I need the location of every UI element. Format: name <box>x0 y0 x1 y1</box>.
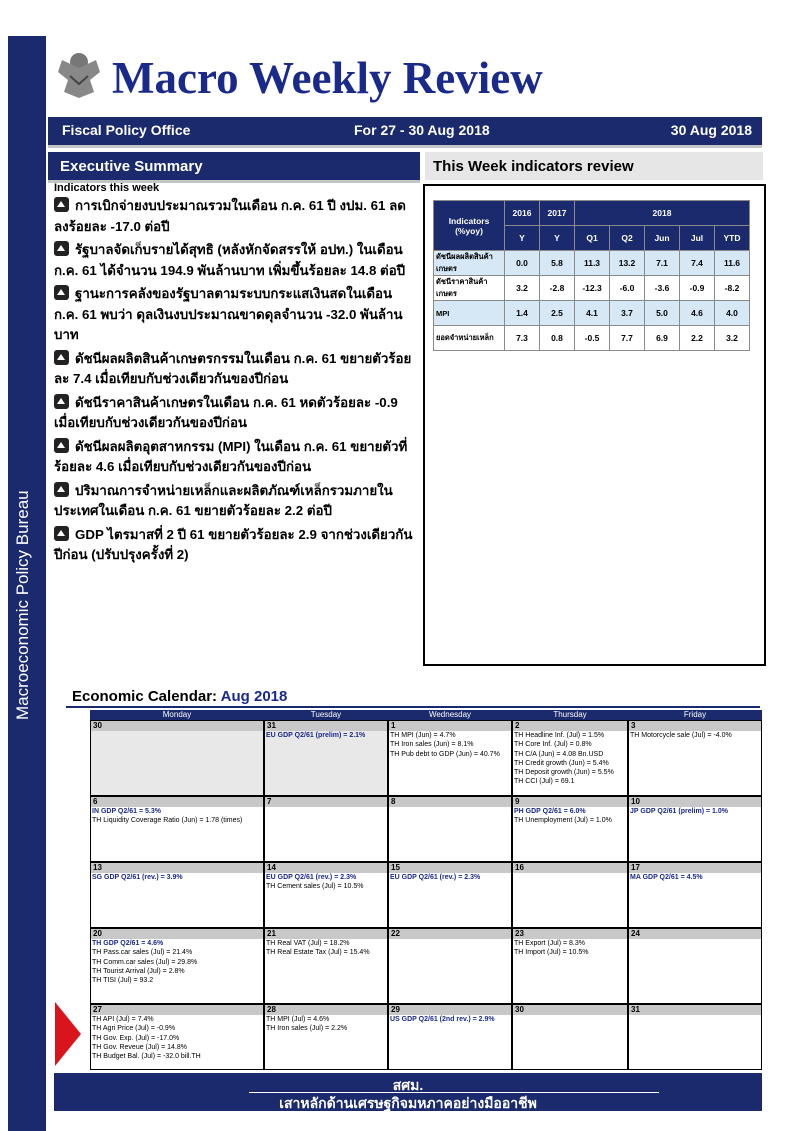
calendar-event: TH Liquidity Coverage Ratio (Jun) = 1.78 (times) <box>92 817 243 825</box>
week-review-header: This Week indicators review <box>425 152 763 180</box>
calendar-day-number: 22 <box>389 929 511 939</box>
table-row <box>434 301 750 326</box>
table-subheader: Jun <box>645 226 680 251</box>
table-cell: 4.6 <box>680 301 715 326</box>
calendar-event: TH Iron sales (Jun) = 8.1% <box>390 741 474 749</box>
up-arrow-icon <box>54 438 69 453</box>
calendar-cell <box>388 862 512 928</box>
calendar-cell <box>388 796 512 862</box>
executive-summary-header: Executive Summary <box>48 152 420 183</box>
calendar-day-number: 23 <box>513 929 627 939</box>
indicator-item: ปริมาณการจำหน่ายเหล็กและผลิตภัณฑ์เหล็กรวมภายในประเทศในเดือน ก.ค. 61 ขยายตัวร้อยละ 2.2 ต่อปี <box>54 482 393 518</box>
table-cell: 2.2 <box>680 326 715 351</box>
calendar-day-number: 10 <box>629 797 761 807</box>
table-cell: -0.5 <box>575 326 610 351</box>
calendar-event: MA GDP Q2/61 = 4.5% <box>630 874 703 881</box>
calendar-day-number: 13 <box>91 863 263 873</box>
indicator-item: การเบิกจ่ายงบประมาณรวมในเดือน ก.ค. 61 ปี งปม. 61 ลดลงร้อยละ -17.0 ต่อปี <box>54 198 406 234</box>
header-bar <box>48 117 762 148</box>
calendar-event: TH Gov. Reveue (Jul) = 14.8% <box>92 1043 187 1051</box>
calendar-event: TH TISI (Jul) = 93.2 <box>92 977 154 985</box>
indicators-list <box>54 182 416 569</box>
page-title: Macro Weekly Review <box>112 53 543 103</box>
calendar-event: TH C/A (Jun) = 4.08 Bn.USD <box>514 750 604 758</box>
table-cell: 4.0 <box>715 301 750 326</box>
calendar-day-header: Tuesday <box>264 710 388 720</box>
calendar-event: TH Export (Jul) = 8.3% <box>514 940 585 947</box>
calendar-day-number: 30 <box>91 721 263 731</box>
calendar-cell <box>264 796 388 862</box>
table-cell: 5.8 <box>540 251 575 276</box>
calendar-cell <box>90 1004 264 1070</box>
calendar-day-number: 31 <box>265 721 387 731</box>
up-arrow-icon <box>54 394 69 409</box>
calendar-event: TH Credit growth (Jun) = 5.4% <box>514 759 609 767</box>
table-subheader: Y <box>540 226 575 251</box>
calendar-event: TH Real VAT (Jul) = 18.2% <box>266 940 350 947</box>
calendar-cell <box>264 862 388 928</box>
table-cell: 7.4 <box>680 251 715 276</box>
table-row <box>434 276 750 301</box>
table-cell: 11.3 <box>575 251 610 276</box>
calendar-event: TH Iron sales (Jul) = 2.2% <box>266 1025 348 1033</box>
calendar-event: TH Core Inf. (Jul) = 0.8% <box>514 741 592 749</box>
up-arrow-icon <box>54 482 69 497</box>
calendar-event: SG GDP Q2/61 (rev.) = 3.9% <box>92 874 183 881</box>
calendar-event: US GDP Q2/61 (2nd rev.) = 2.9% <box>390 1016 495 1023</box>
calendar-day-number: 2 <box>513 721 627 731</box>
table-cell: -8.2 <box>715 276 750 301</box>
calendar-day-number: 27 <box>91 1005 263 1015</box>
table-cell: 2.5 <box>540 301 575 326</box>
row-label: ดัชนีผลผลิตสินค้าเกษตร <box>434 251 505 276</box>
calendar-cell <box>90 928 264 1004</box>
table-cell: 7.3 <box>505 326 540 351</box>
calendar-day-number: 6 <box>91 797 263 807</box>
calendar-day-number: 7 <box>265 797 387 807</box>
calendar-cell <box>512 1004 628 1070</box>
up-arrow-icon <box>54 350 69 365</box>
garuda-logo-icon <box>56 50 102 100</box>
calendar-day-header: Wednesday <box>388 710 512 720</box>
sidebar-label: Macroeconomic Policy Bureau <box>13 490 32 720</box>
table-cell: 4.1 <box>575 301 610 326</box>
table-cell: 3.2 <box>505 276 540 301</box>
calendar-month: Aug 2018 <box>220 688 288 705</box>
indicator-item: รัฐบาลจัดเก็บรายได้สุทธิ (หลังหักจัดสรรให้ อปท.) ในเดือน ก.ค. 61 ได้จำนวน 194.9 พันล้านบาท เพิ่มขึ้นร้อยละ 14.8 ต่อปี <box>54 242 406 278</box>
table-cell: -0.9 <box>680 276 715 301</box>
calendar-day-number: 3 <box>629 721 761 731</box>
calendar-event: EU GDP Q2/61 (rev.) = 2.3% <box>266 874 357 881</box>
calendar-event: EU GDP Q2/61 (rev.) = 2.3% <box>390 874 481 881</box>
calendar-cell <box>628 862 762 928</box>
indicator-item: ดัชนีราคาสินค้าเกษตรในเดือน ก.ค. 61 หดตัวร้อยละ -0.9 เมื่อเทียบกับช่วงเดียวกันของปีก่อน <box>54 394 398 430</box>
report-date: 30 Aug 2018 <box>670 122 752 138</box>
calendar-day-number: 8 <box>389 797 511 807</box>
calendar-day-header: Monday <box>90 710 264 720</box>
row-label: ยอดจำหน่ายเหล็ก <box>434 326 505 351</box>
up-arrow-icon <box>54 285 69 300</box>
red-arrow-icon <box>55 1002 81 1066</box>
indicators-subtitle: Indicators this week <box>54 182 160 194</box>
indicator-item: ดัชนีผลผลิตสินค้าเกษตรกรรมในเดือน ก.ค. 61 ขยายตัวร้อยละ 7.4 เมื่อเทียบกับช่วงเดียวกันของปีก่อน <box>54 350 412 386</box>
table-cell: 5.0 <box>645 301 680 326</box>
calendar-day-number: 20 <box>91 929 263 939</box>
report-period: For 27 - 30 Aug 2018 <box>354 122 490 138</box>
calendar-cell <box>512 720 628 796</box>
calendar-day-number: 31 <box>629 1005 761 1015</box>
calendar-day-number: 24 <box>629 929 761 939</box>
calendar-cell <box>628 796 762 862</box>
table-header-2017: 2017 <box>540 201 575 226</box>
table-cell: 0.0 <box>505 251 540 276</box>
calendar-cell <box>264 1004 388 1070</box>
calendar-cell <box>90 862 264 928</box>
calendar-title: Economic Calendar: Aug 2018 <box>72 688 288 705</box>
calendar-cell <box>512 862 628 928</box>
table-header-2016: 2016 <box>505 201 540 226</box>
table-cell: 3.7 <box>610 301 645 326</box>
table-row <box>434 251 750 276</box>
calendar-day-number: 28 <box>265 1005 387 1015</box>
footer-slogan: เสาหลักด้านเศรษฐกิจมหภาคอย่างมืออาชีพ <box>279 1095 537 1111</box>
calendar-event: IN GDP Q2/61 = 5.3% <box>92 808 161 815</box>
calendar-day-header: Thursday <box>512 710 628 720</box>
calendar-day-number: 17 <box>629 863 761 873</box>
up-arrow-icon <box>54 241 69 256</box>
calendar-cell <box>628 720 762 796</box>
footer-bar <box>54 1073 762 1111</box>
calendar-cell <box>628 928 762 1004</box>
table-subheader: Y <box>505 226 540 251</box>
table-cell: 7.7 <box>610 326 645 351</box>
row-label: MPI <box>434 301 505 326</box>
table-cell: 6.9 <box>645 326 680 351</box>
calendar-event: TH Comm.car sales (Jul) = 29.8% <box>92 958 198 966</box>
calendar-event: TH Motorcycle sale (Jul) = -4.0% <box>630 732 732 739</box>
table-cell: 13.2 <box>610 251 645 276</box>
table-cell: 7.1 <box>645 251 680 276</box>
calendar-cell <box>628 1004 762 1070</box>
calendar-day-number: 21 <box>265 929 387 939</box>
calendar-event: EU GDP Q2/61 (prelim) = 2.1% <box>266 732 366 739</box>
calendar-event: TH Headline Inf. (Jul) = 1.5% <box>514 732 605 739</box>
calendar-event: TH Pass.car sales (Jul) = 21.4% <box>92 949 193 957</box>
table-cell: 11.6 <box>715 251 750 276</box>
row-label: ดัชนีราคาสินค้าเกษตร <box>434 276 505 301</box>
calendar-cell <box>388 1004 512 1070</box>
calendar-event: TH Gov. Exp. (Jul) = -17.0% <box>92 1034 180 1042</box>
indicator-item: GDP ไตรมาสที่ 2 ปี 61 ขยายตัวร้อยละ 2.9 จากช่วงเดียวกันปีก่อน (ปรับปรุงครั้งที่ 2) <box>54 526 413 562</box>
table-cell: 1.4 <box>505 301 540 326</box>
footer-org: สศม. <box>392 1077 424 1093</box>
indicators-table <box>433 200 750 351</box>
calendar-cell <box>388 928 512 1004</box>
table-header-2018: 2018 <box>575 201 750 226</box>
table-subheader: YTD <box>715 226 750 251</box>
calendar-day-header: Friday <box>628 710 762 720</box>
calendar-day-number: 16 <box>513 863 627 873</box>
calendar-event: TH Cement sales (Jul) = 10.5% <box>266 883 364 891</box>
calendar-day-number: 1 <box>389 721 511 731</box>
table-cell: -12.3 <box>575 276 610 301</box>
calendar-event: TH MPI (Jun) = 4.7% <box>390 732 456 739</box>
table-cell: -2.8 <box>540 276 575 301</box>
table-cell: -3.6 <box>645 276 680 301</box>
calendar-event: TH Unemployment (Jul) = 1.0% <box>514 817 612 825</box>
calendar-event: TH MPI (Jul) = 4.6% <box>266 1016 330 1023</box>
table-row <box>434 326 750 351</box>
calendar-cell <box>512 796 628 862</box>
calendar-day-number: 14 <box>265 863 387 873</box>
calendar-day-number: 15 <box>389 863 511 873</box>
calendar-event: TH Import (Jul) = 10.5% <box>514 949 589 957</box>
calendar-cell <box>264 928 388 1004</box>
calendar-event: TH Budget Bal. (Jul) = -32.0 bill.TH <box>92 1053 201 1061</box>
calendar-cell <box>90 796 264 862</box>
calendar-event: TH Agri Price (Jul) = -0.9% <box>92 1025 176 1033</box>
calendar-event: TH GDP Q2/61 = 4.6% <box>92 940 164 947</box>
table-subheader: Q2 <box>610 226 645 251</box>
table-subheader: Q1 <box>575 226 610 251</box>
calendar-day-number: 29 <box>389 1005 511 1015</box>
calendar-event: JP GDP Q2/61 (prelim) = 1.0% <box>630 808 728 815</box>
table-header-indicators: Indicators (%yoy) <box>434 201 505 251</box>
indicator-item: ฐานะการคลังของรัฐบาลตามระบบกระแสเงินสดในเดือน ก.ค. 61 พบว่า ดุลเงินงบประมาณขาดดุลจำนวน -32.0 พันล้านบาท <box>54 286 403 342</box>
calendar-event: PH GDP Q2/61 = 6.0% <box>514 808 586 815</box>
calendar-day-number: 30 <box>513 1005 627 1015</box>
calendar-event: TH Tourist Arrival (Jul) = 2.8% <box>92 967 185 975</box>
table-cell: 3.2 <box>715 326 750 351</box>
calendar-rule <box>66 706 760 708</box>
indicator-item: ดัชนีผลผลิตอุตสาหกรรม (MPI) ในเดือน ก.ค. 61 ขยายตัวที่ร้อยละ 4.6 เมื่อเทียบกับช่วงเดียวกันของปีก่อน <box>54 438 408 474</box>
calendar-event: TH Real Estate Tax (Jul) = 15.4% <box>266 949 370 957</box>
calendar-event: TH API (Jul) = 7.4% <box>92 1016 154 1023</box>
table-subheader: Jul <box>680 226 715 251</box>
calendar-event: TH Deposit growth (Jun) = 5.5% <box>514 769 614 777</box>
table-cell: -6.0 <box>610 276 645 301</box>
calendar-cell <box>90 720 264 796</box>
table-cell: 0.8 <box>540 326 575 351</box>
calendar-cell <box>264 720 388 796</box>
calendar-event: TH CCI (Jul) = 69.1 <box>514 778 575 786</box>
calendar-cell <box>512 928 628 1004</box>
calendar-event: TH Pub debt to GDP (Jun) = 40.7% <box>390 750 500 758</box>
calendar-cell <box>388 720 512 796</box>
up-arrow-icon <box>54 197 69 212</box>
calendar-day-number: 9 <box>513 797 627 807</box>
up-arrow-icon <box>54 526 69 541</box>
org-name: Fiscal Policy Office <box>62 122 191 138</box>
